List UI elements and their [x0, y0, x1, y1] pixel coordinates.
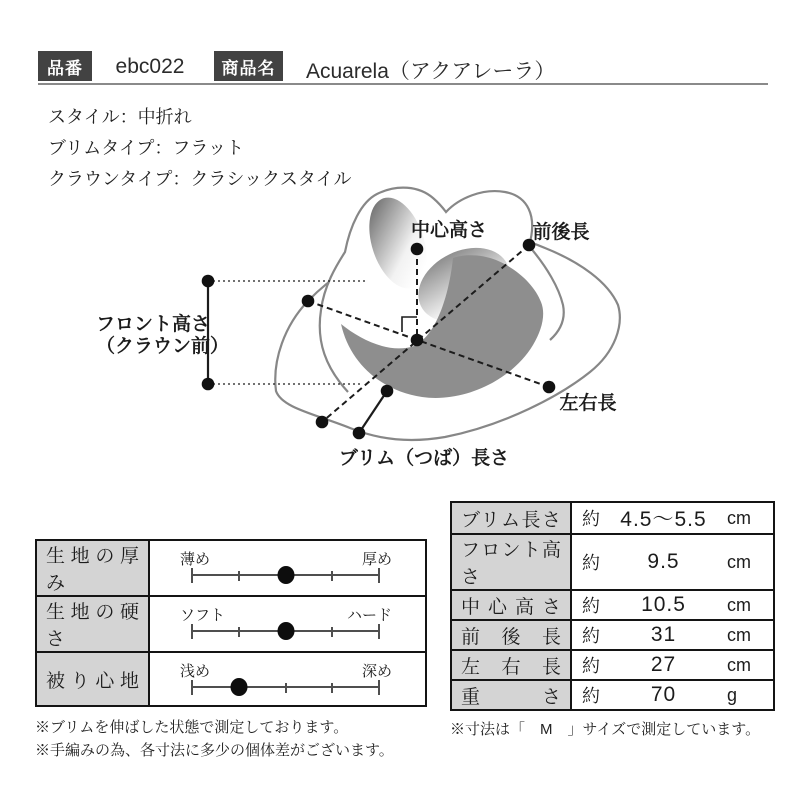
dimension-value: 10.5 [641, 593, 686, 616]
spec-brim-type: ブリムタイプ：フラット [48, 138, 245, 158]
rating-scale-track [192, 686, 379, 688]
dimension-unit: cm [727, 507, 751, 528]
dimension-value: 4.5〜5.5 [620, 508, 707, 531]
dimension-value-cell [572, 651, 773, 679]
dimension-value: 31 [650, 623, 677, 646]
scale-max-label: 深め [361, 663, 392, 680]
dimension-label-cell [452, 591, 572, 619]
center-height-label: 中心高さ [410, 220, 488, 241]
scale-tick [238, 571, 240, 581]
dimension-unit: cm [727, 594, 751, 615]
rating-label: 生地の厚み [46, 546, 139, 594]
scale-tick [285, 683, 287, 693]
dimension-value-cell [572, 503, 773, 533]
dimension-label-cell [452, 681, 572, 709]
footnote: ※手編みの為、各寸法に多少の個体差がございます。 [35, 742, 394, 759]
approx-prefix: 約 [582, 553, 600, 573]
dimensions-table [450, 501, 775, 711]
dimension-unit: g [727, 684, 738, 705]
dimension-label: 左右長 [461, 656, 561, 678]
part-number-value: ebc022 [115, 55, 185, 78]
footnotes-left [35, 716, 394, 762]
part-number-label: 品番 [47, 58, 83, 78]
rating-label-cell [37, 653, 150, 705]
approx-prefix: 約 [582, 509, 600, 529]
rating-dot [277, 566, 294, 584]
dimension-value: 27 [650, 653, 677, 676]
front-height-label-line2: （クラウン前） [96, 336, 230, 357]
dimension-label-cell [452, 621, 572, 649]
left-right-label: 左右長 [559, 393, 617, 414]
dimension-unit: cm [727, 624, 751, 645]
rating-scale-track [192, 574, 379, 576]
dimension-unit: cm [727, 551, 751, 572]
spec-style: スタイル：中折れ [48, 107, 192, 127]
dimension-value-cell [572, 535, 773, 589]
dimension-label: 中心高さ [461, 596, 561, 618]
dimension-value-cell [572, 681, 773, 709]
scale-max-label: 厚め [361, 551, 392, 568]
approx-prefix: 約 [582, 686, 600, 706]
rating-label-cell [37, 541, 150, 595]
dimension-label: 前後長 [461, 626, 561, 648]
table-row [37, 541, 425, 597]
dimension-value-cell [572, 621, 773, 649]
rating-scale-cell [150, 597, 425, 651]
scale-tick [378, 624, 380, 639]
dimension-label: ブリム長さ [461, 509, 561, 531]
rating-label: 生地の硬さ [46, 602, 139, 650]
scale-min-label: 薄め [180, 551, 211, 568]
dimension-label: フロント高さ [461, 540, 561, 588]
scale-tick [191, 568, 193, 583]
dimension-label-cell [452, 535, 572, 589]
scale-tick [331, 683, 333, 693]
scale-min-label: ソフト [180, 607, 226, 624]
product-name-label: 商品名 [221, 58, 276, 78]
rating-label-cell [37, 597, 150, 651]
table-row [37, 597, 425, 653]
table-row [452, 535, 773, 591]
rating-scale-cell [150, 541, 425, 595]
spec-crown-type: クラウンタイプ：クラシックスタイル [48, 169, 352, 189]
front-back-label: 前後長 [532, 222, 590, 243]
dimension-value: 70 [650, 683, 677, 706]
table-row [37, 653, 425, 705]
footnote: ※ブリムを伸ばした状態で測定しております。 [35, 719, 349, 736]
scale-tick [378, 568, 380, 583]
product-name-value: Acuarela（アクアレーラ） [306, 60, 556, 83]
footnote-right: ※寸法は「 M 」サイズで測定しています。 [450, 721, 761, 738]
dimension-unit: cm [727, 654, 751, 675]
scale-min-label: 浅め [180, 663, 211, 680]
front-height-label-line1: フロント高さ [96, 314, 211, 335]
rating-scale-track [192, 630, 379, 632]
rating-label: 被り心地 [46, 670, 139, 692]
dimension-value: 9.5 [647, 550, 680, 573]
dimension-value-cell [572, 591, 773, 619]
brim-length-label: ブリム（つば）長さ [338, 448, 510, 469]
table-row [452, 621, 773, 651]
approx-prefix: 約 [582, 626, 600, 646]
rating-scale-cell [150, 653, 425, 705]
scale-tick [191, 624, 193, 639]
rating-dot [230, 678, 247, 696]
scale-max-label: ハード [346, 607, 392, 624]
table-row [452, 503, 773, 535]
approx-prefix: 約 [582, 656, 600, 676]
dimension-label: 重さ [461, 686, 561, 708]
scale-tick [331, 571, 333, 581]
scale-tick [378, 680, 380, 695]
scale-tick [238, 627, 240, 637]
dimension-label-cell [452, 503, 572, 533]
fabric-ratings-table [35, 539, 427, 707]
scale-tick [191, 680, 193, 695]
dimension-label-cell [452, 651, 572, 679]
scale-tick [331, 627, 333, 637]
table-row [452, 681, 773, 709]
table-row [452, 591, 773, 621]
table-row [452, 651, 773, 681]
rating-dot [277, 622, 294, 640]
approx-prefix: 約 [582, 596, 600, 616]
